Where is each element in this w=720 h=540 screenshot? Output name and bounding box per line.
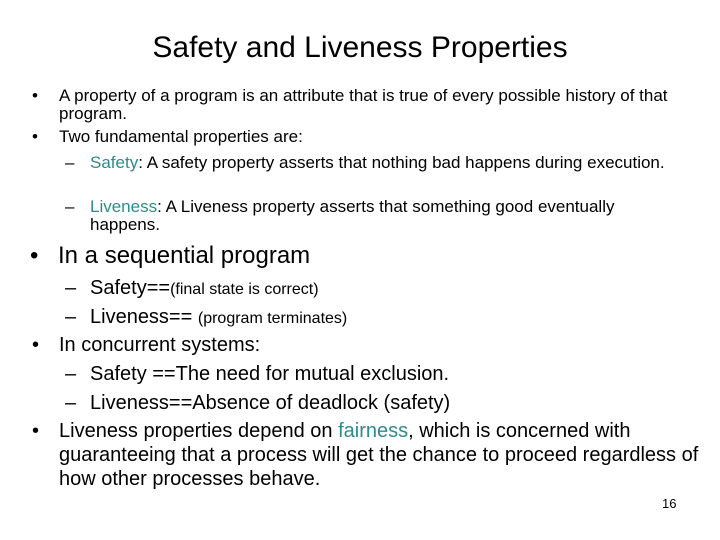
bullet-sequential-program — [30, 242, 690, 270]
bullet-icon: • — [30, 242, 39, 269]
bullet-icon: • — [32, 420, 40, 442]
sub-bullet-sequential-safety — [65, 276, 685, 302]
bullet-fairness — [32, 419, 700, 491]
fairness-term: fairness — [338, 420, 409, 442]
sub-bullet-sequential-liveness — [65, 305, 685, 331]
bullet-icon: • — [32, 127, 38, 146]
bullet-text: In concurrent systems: — [59, 334, 261, 356]
sequential-safety-note: (final state is correct) — [170, 281, 319, 298]
bullet-property-definition — [32, 87, 692, 123]
liveness-term: Liveness — [90, 197, 158, 216]
bullet-text: Two fundamental properties are: — [59, 127, 303, 146]
sub-bullet-liveness — [65, 198, 685, 234]
dash-icon: – — [65, 306, 77, 328]
sub-bullet-text: Liveness==Absence of deadlock (safety) — [90, 392, 451, 414]
slide-title: Safety and Liveness Properties — [152, 31, 568, 64]
bullet-icon: • — [32, 334, 40, 356]
bullet-concurrent-systems — [32, 333, 692, 357]
fairness-explanation: , which is concerned with guaranteeing that a process will get the chance to proceed regardless of how other processes behave. — [59, 420, 699, 490]
dash-icon: – — [65, 153, 75, 172]
fairness-intro: Liveness properties depend on — [59, 420, 339, 442]
safety-definition: : A safety property asserts that nothing bad happens during execution. — [138, 153, 665, 172]
dash-icon: – — [65, 392, 77, 414]
sequential-liveness-label: Liveness== — [90, 306, 198, 328]
bullet-fundamental-properties — [32, 128, 692, 146]
sub-bullet-safety — [65, 154, 685, 172]
page-number: 16 — [662, 496, 677, 511]
sub-bullet-concurrent-liveness — [65, 391, 685, 415]
safety-term: Safety — [90, 153, 139, 172]
bullet-text: In a sequential program — [58, 242, 311, 269]
dash-icon: – — [65, 277, 77, 299]
dash-icon: – — [65, 363, 77, 385]
dash-icon: – — [65, 197, 75, 216]
bullet-text: A property of a program is an attribute that is true of every possible history of that program. — [59, 86, 668, 123]
liveness-definition: : A Liveness property asserts that something good eventually happens. — [90, 197, 615, 234]
sub-bullet-concurrent-safety — [65, 362, 685, 386]
sequential-safety-label: Safety== — [90, 277, 171, 299]
sequential-liveness-note: (program terminates) — [197, 310, 348, 327]
sub-bullet-text: Safety ==The need for mutual exclusion. — [90, 363, 450, 385]
bullet-icon: • — [32, 86, 38, 105]
